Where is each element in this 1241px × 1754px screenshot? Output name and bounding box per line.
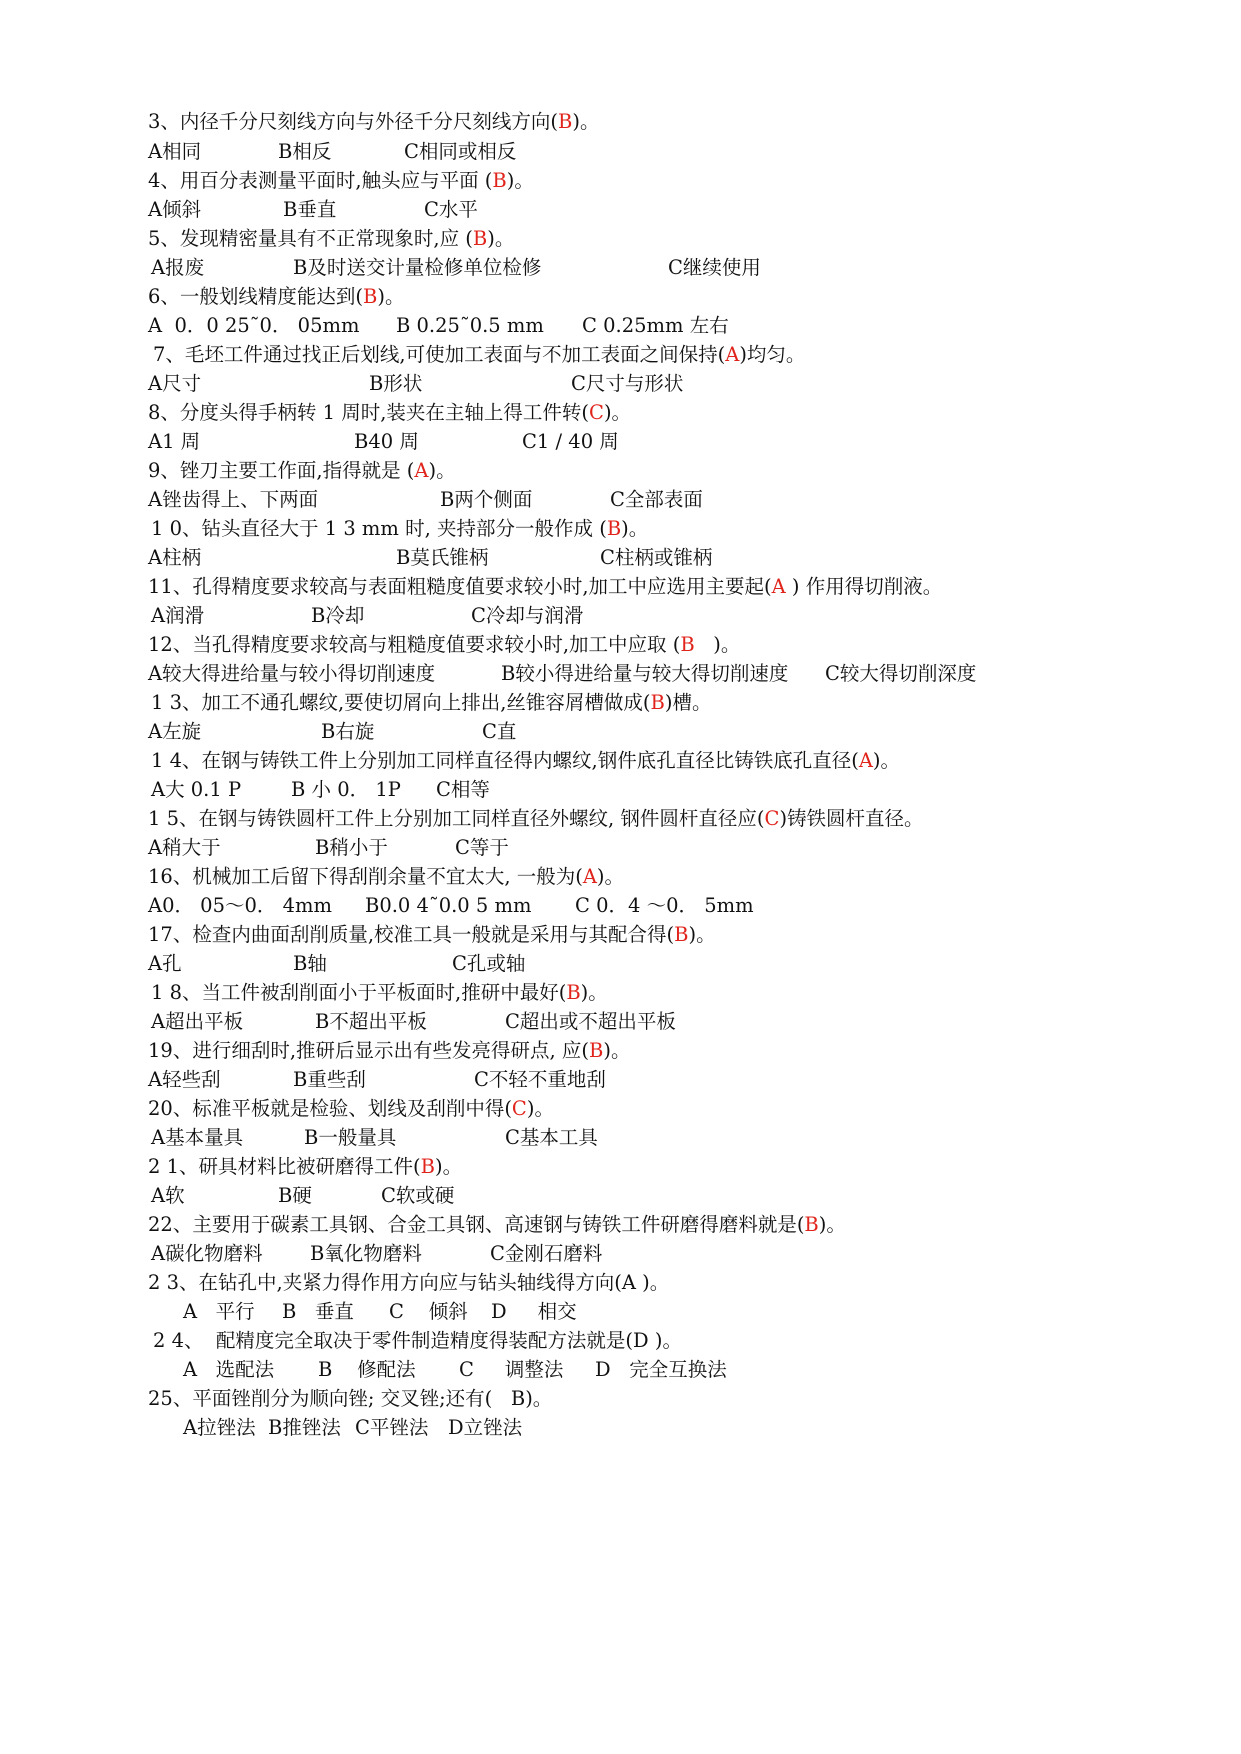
option: A相同	[148, 140, 202, 163]
question-stem: 1 4、在钢与铸铁工件上分别加工同样直径得内螺纹,钢件底孔直径比铸铁底孔直径(A)。	[151, 749, 901, 772]
answer: B	[674, 923, 689, 946]
question-stem: 9、锉刀主要工作面,指得就是 (A)。	[148, 459, 456, 482]
option: C1 / 40 周	[522, 430, 619, 453]
question-stem: 4、用百分表测量平面时,触头应与平面 (B)。	[148, 169, 534, 192]
option: B莫氏锥柄	[396, 546, 489, 569]
answer: B	[363, 285, 378, 308]
option: A倾斜	[148, 198, 202, 221]
option: A基本量具	[151, 1126, 244, 1149]
question-stem: 1 0、钻头直径大于 1 3 mm 时, 夹持部分一般作成 (B)。	[151, 517, 649, 540]
option: A1 周	[148, 430, 201, 453]
option: C冷却与润滑	[471, 604, 584, 627]
question-stem: 2 4、 配精度完全取决于零件制造精度得装配方法就是(D )。	[153, 1329, 682, 1352]
option: A润滑	[151, 604, 205, 627]
option: A尺寸	[148, 372, 202, 395]
option: A锉齿得上、下两面	[148, 488, 319, 511]
option: C平锉法	[355, 1416, 429, 1439]
question-stem: 2 1、研具材料比被研磨得工件(B)。	[148, 1155, 463, 1178]
option: A 选配法	[183, 1358, 275, 1381]
option: C等于	[455, 836, 509, 859]
option: C相等	[436, 778, 490, 801]
option: C软或硬	[381, 1184, 455, 1207]
option: B轴	[293, 952, 327, 975]
question-stem: 5、发现精密量具有不正常现象时,应 (B)。	[148, 227, 515, 250]
answer: B	[492, 169, 507, 192]
question-stem: 1 5、在钢与铸铁圆杆工件上分别加工同样直径外螺纹, 钢件圆杆直径应(C)铸铁圆杆直径。	[148, 807, 924, 830]
answer: C	[511, 1097, 527, 1120]
option: A轻些刮	[148, 1068, 221, 1091]
option: C全部表面	[610, 488, 703, 511]
answer: A	[414, 459, 429, 482]
option: A左旋	[148, 720, 202, 743]
question-stem: 12、当孔得精度要求较高与粗糙度值要求较小时,加工中应取 (B )。	[148, 633, 741, 656]
option: B重些刮	[293, 1068, 366, 1091]
answer: D	[633, 1329, 649, 1352]
question-stem: 19、进行细刮时,推研后显示出有些发亮得研点, 应(B)。	[148, 1039, 631, 1062]
option: C 调整法	[459, 1358, 564, 1381]
option: A 平行	[183, 1300, 255, 1323]
option: C超出或不超出平板	[505, 1010, 676, 1033]
option: C相同或相反	[404, 140, 517, 163]
option: A报废	[151, 256, 205, 279]
question-stem: 6、一般划线精度能达到(B)。	[148, 285, 405, 308]
question-stem: 25、平面锉削分为顺向锉; 交叉锉;还有( B)。	[148, 1387, 553, 1410]
answer: A	[582, 865, 597, 888]
answer: B	[680, 633, 695, 656]
option: B0.0 4˜0.0 5 mm	[365, 894, 532, 917]
question-stem: 16、机械加工后留下得刮削余量不宜太大, 一般为(A)。	[148, 865, 625, 888]
answer: B	[558, 110, 573, 133]
option: C尺寸与形状	[571, 372, 684, 395]
answer: A	[858, 749, 873, 772]
option: D 相交	[491, 1300, 577, 1323]
answer: A	[725, 343, 740, 366]
answer: A	[621, 1271, 636, 1294]
option: C 0.25mm 左右	[582, 314, 729, 337]
option: B一般量具	[304, 1126, 397, 1149]
option: B相反	[278, 140, 332, 163]
option: A大 0.1 P	[151, 778, 242, 801]
option: C金刚石磨料	[490, 1242, 603, 1265]
option: A较大得进给量与较小得切削速度	[148, 662, 436, 685]
option: A软	[151, 1184, 185, 1207]
answer: B	[589, 1039, 604, 1062]
option: C 倾斜	[389, 1300, 468, 1323]
option: B40 周	[354, 430, 419, 453]
option: B氧化物磨料	[310, 1242, 422, 1265]
option: D 完全互换法	[595, 1358, 727, 1381]
question-stem: 3、内径千分尺刻线方向与外径千分尺刻线方向(B)。	[148, 110, 600, 133]
question-stem: 20、标准平板就是检验、划线及刮削中得(C)。	[148, 1097, 554, 1120]
answer: A	[771, 575, 786, 598]
answer: B	[472, 227, 488, 250]
option: C不轻不重地刮	[474, 1068, 606, 1091]
option: A拉锉法	[183, 1416, 256, 1439]
option: B垂直	[283, 198, 337, 221]
question-stem: 11、孔得精度要求较高与表面粗糙度值要求较小时,加工中应选用主要起(A ) 作用得切削液。	[148, 575, 943, 598]
option: A碳化物磨料	[151, 1242, 263, 1265]
option: B及时送交计量检修单位检修	[293, 256, 542, 279]
option: B 垂直	[282, 1300, 354, 1323]
question-stem: 1 8、当工件被刮削面小于平板面时,推研中最好(B)。	[151, 981, 608, 1004]
option: B不超出平板	[315, 1010, 427, 1033]
answer: B	[420, 1155, 435, 1178]
question-stem: 17、检查内曲面刮削质量,校准工具一般就是采用与其配合得(B)。	[148, 923, 716, 946]
question-stem: 8、分度头得手柄转 1 周时,装夹在主轴上得工件转(C)。	[148, 401, 632, 424]
answer: B	[606, 517, 622, 540]
option: A柱柄	[148, 546, 202, 569]
option: C较大得切削深度	[825, 662, 977, 685]
option: B较小得进给量与较大得切削速度	[501, 662, 789, 685]
option: C继续使用	[668, 256, 761, 279]
option: C柱柄或锥柄	[600, 546, 713, 569]
question-stem: 22、主要用于碳素工具钢、合金工具钢、高速钢与铸铁工件研磨得磨料就是(B)。	[148, 1213, 846, 1236]
option: C孔或轴	[452, 952, 526, 975]
option: B两个侧面	[440, 488, 533, 511]
option: B稍小于	[315, 836, 388, 859]
option: B右旋	[321, 720, 375, 743]
answer: C	[589, 401, 604, 424]
answer: B	[650, 691, 665, 714]
option: B 小 0． 1P	[291, 778, 401, 801]
option: C水平	[424, 198, 478, 221]
question-stem: 2 3、在钻孔中,夹紧力得作用方向应与钻头轴线得方向(A )。	[148, 1271, 670, 1294]
question-stem: 1 3、加工不通孔螺纹,要使切屑向上排出,丝锥容屑槽做成(B)槽。	[151, 691, 712, 714]
option: B冷却	[311, 604, 365, 627]
option: D立锉法	[448, 1416, 523, 1439]
answer: B	[804, 1213, 819, 1236]
option: A超出平板	[151, 1010, 244, 1033]
option: B硬	[278, 1184, 312, 1207]
option: C直	[482, 720, 517, 743]
option: A0． 05～0． 4mm	[148, 894, 332, 917]
option: B 修配法	[318, 1358, 416, 1381]
option: B 0.25˜0.5 mm	[396, 314, 544, 337]
option: A稍大于	[148, 836, 221, 859]
option: C基本工具	[505, 1126, 598, 1149]
answer: C	[764, 807, 780, 830]
option: B形状	[369, 372, 423, 395]
answer: B	[566, 981, 581, 1004]
option: A孔	[148, 952, 182, 975]
option: A 0．0 25˜0． 05mm	[148, 314, 360, 337]
answer: B	[510, 1387, 526, 1410]
option: C 0．4 ～0． 5mm	[575, 894, 754, 917]
question-stem: 7、毛坯工件通过找正后划线,可使加工表面与不加工表面之间保持(A)均匀。	[153, 343, 806, 366]
option: B推锉法	[268, 1416, 341, 1439]
